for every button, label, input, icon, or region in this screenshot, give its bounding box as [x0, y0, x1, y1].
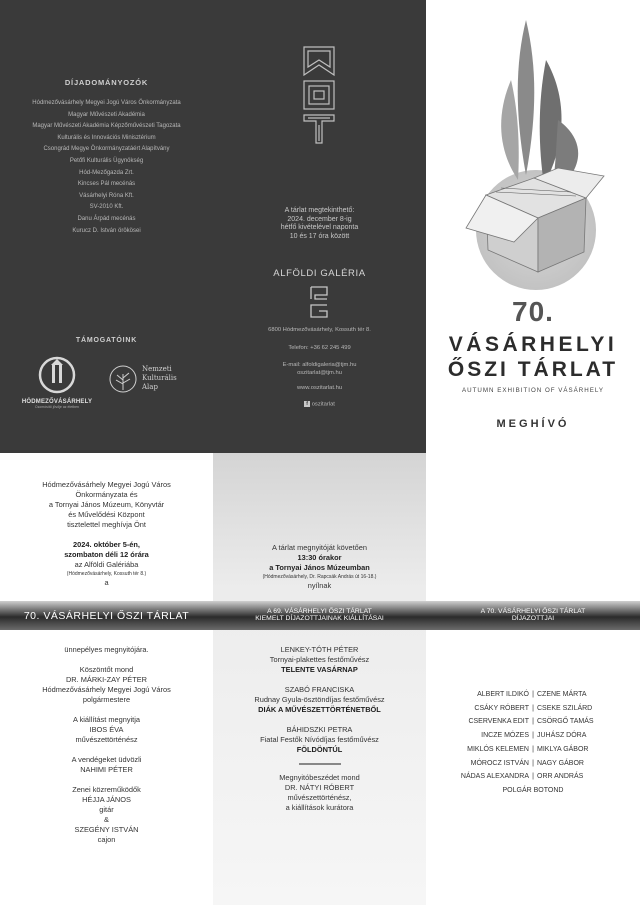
greeting-role: Hódmezővásárhely Megyei Jogú Város: [42, 685, 171, 694]
second-opening-address: (Hódmezővásárhely, Dr. Rapcsák András út 16-18.): [262, 574, 377, 580]
band-middle-line1: A 69. VÁSÁRHELYI ŐSZI TÁRLAT: [267, 608, 372, 615]
band-left-title: 70. VÁSÁRHELYI ŐSZI TÁRLAT: [23, 610, 190, 622]
featured-exhibit: TELENTE VASÁRNAP: [281, 665, 358, 674]
winner-row: ALBERT ILDIKÓ | CZENE MÁRTA: [426, 688, 640, 702]
invite-line: a Tornyai János Múzeum, Könyvtár: [48, 500, 165, 509]
winner-name-left: ALBERT ILDIKÓ: [477, 691, 529, 698]
music-amp: &: [104, 815, 109, 824]
facebook-handle[interactable]: oszitarlat: [311, 401, 335, 408]
gallery-address: 6800 Hódmezővásárhely, Kossuth tér 8.: [268, 327, 371, 333]
sponsors-list: [0, 98, 213, 237]
winner-row: INCZE MÓZES | JUHÁSZ DÓRA: [426, 729, 640, 743]
winner-name-right: ORR ANDRÁS: [537, 773, 584, 781]
second-opening-time: 13:30 órakor: [297, 553, 342, 562]
opener-name: IBOS ÉVA: [89, 725, 124, 734]
band-right-line2: DÍJAZOTTJAI: [511, 615, 555, 622]
invite-date: 2024. október 5-én,: [73, 540, 140, 549]
nka-text: [142, 365, 177, 392]
winner-name-right: NAGY GÁBOR: [537, 759, 584, 767]
featured-award: Tornyai-plakettes festőművész: [269, 655, 370, 664]
gallery-name: ALFÖLDI GALÉRIA: [273, 268, 366, 279]
music-name: SZEGÉNY ISTVÁN: [74, 825, 139, 834]
greeting-role: polgármestere: [82, 695, 131, 704]
sponsor-item: Csongrád Megye Önkormányzatáért Alapítvány: [43, 146, 170, 153]
gallery-logo-icon: [309, 285, 329, 319]
greeting-label: Köszöntőt mond: [79, 665, 134, 674]
welcome-label: A vendégeket üdvözli: [71, 755, 142, 764]
nka-tree-icon: [108, 364, 138, 394]
sponsor-item: Kulturális és Innovációs Minisztérium: [57, 134, 156, 141]
visiting-line: hétfő kivételével naponta: [280, 224, 359, 231]
city-logo-sub: Csomósítő jövője az életben: [35, 405, 79, 409]
facebook-link[interactable]: [213, 401, 426, 408]
music-name: HÉJJA JÁNOS: [82, 795, 131, 804]
invite-continuation: ünnepélyes megnyitójára.: [64, 645, 149, 654]
sponsor-item: Kurucz D. István örökösei: [72, 227, 141, 234]
sponsors-panel: [0, 0, 213, 453]
nka-line: Alap: [142, 383, 158, 391]
gallery-panel: [213, 0, 426, 453]
featured-opening-name: DR. NÁTYI RÓBERT: [284, 783, 355, 792]
band-left: [0, 601, 213, 630]
gallery-phone: Telefon: +36 62 245 499: [288, 345, 351, 351]
invite-line: tisztelettel meghívja Önt: [67, 520, 146, 529]
winner-name-right: JUHÁSZ DÓRA: [537, 732, 587, 740]
sponsor-item: SV-2010 Kft.: [89, 204, 124, 211]
city-logo-text: HÓDMEZŐVÁSÁRHELY: [21, 399, 93, 405]
featured-name: BÁHIDSZKI PETRA: [286, 725, 353, 734]
sponsor-item: Hódmezővásárhely Megyei Jogú Város Önkormányzata: [32, 100, 181, 106]
invitation-text: [0, 480, 213, 588]
welcome-name: NAHIMI PÉTER: [80, 765, 133, 774]
winners-list: [426, 688, 640, 798]
winners-panel: [426, 453, 640, 905]
winner-row: CSERVENKA EDIT | CSÖRGŐ TAMÁS: [426, 715, 640, 729]
winner-name-right: CSÖRGŐ TAMÁS: [537, 718, 594, 726]
cover-title-line1: VÁSÁRHELYI: [448, 333, 618, 356]
featured-opening-label: Megnyitóbeszédet mond: [279, 773, 360, 782]
invitation-program: [0, 645, 213, 845]
featured-name: LENKEY-TÓTH PÉTER: [280, 645, 359, 654]
sponsor-item: Danu Árpád mecénás: [77, 215, 136, 222]
opener-role: művészettörténész: [75, 735, 138, 744]
gallery-website[interactable]: www.oszitarlat.hu: [296, 385, 343, 391]
winner-name-left: NÁDAS ALEXANDRA: [460, 773, 529, 781]
sponsor-item: Petőfi Kulturális Ügynökség: [69, 157, 144, 164]
cover-invite: MEGHÍVÓ: [496, 418, 570, 430]
band-right-line1: A 70. VÁSÁRHELYI ŐSZI TÁRLAT: [480, 608, 586, 615]
visiting-line: A tárlat megtekinthető:: [284, 207, 355, 214]
nka-line: Nemzeti: [142, 365, 172, 373]
second-opening-line: A tárlat megnyitóját követően: [272, 543, 367, 552]
music-label: Zenei közreműködők: [72, 785, 141, 794]
artwork-illustration: [426, 0, 640, 300]
winner-name-right: CZENE MÁRTA: [537, 691, 587, 698]
winner-row: NÁDAS ALEXANDRA | ORR ANDRÁS: [426, 770, 640, 784]
cover-title-line2: ŐSZI TÁRLAT: [447, 358, 619, 381]
nka-logo: [108, 362, 198, 398]
cover-number: 70.: [512, 296, 554, 327]
divider: [299, 763, 341, 765]
invite-line: Hódmezővásárhely Megyei Jogú Város: [42, 480, 171, 489]
email-line[interactable]: oszitarlat@tjm.hu: [297, 370, 342, 376]
featured-award: Rudnay Gyula-ösztöndíjas festőművész: [254, 695, 385, 704]
featured-item: [213, 645, 426, 675]
winner-row: CSÁKY RÓBERT | CSEKE SZILÁRD: [426, 702, 640, 716]
gallery-email: [213, 361, 426, 377]
facebook-icon: f: [304, 401, 310, 407]
winner-row: MÓROCZ ISTVÁN | NAGY GÁBOR: [426, 757, 640, 771]
invite-venue-address: (Hódmezővásárhely, Kossuth tér 8.): [66, 571, 147, 577]
featured-exhibit: FÖLDÖNTÚL: [296, 745, 343, 754]
band-middle: [213, 601, 426, 630]
winner-name-left: MÓROCZ ISTVÁN: [470, 759, 529, 767]
featured-exhibit: DIÁK A MŰVÉSZETTÖRTÉNETBŐL: [258, 705, 381, 714]
nka-line: Kulturális: [142, 374, 177, 382]
city-crest-icon: [18, 356, 96, 394]
city-logo: [18, 356, 96, 412]
invite-line: és Művelődési Központ: [68, 510, 145, 519]
featured-award: Fiatal Festők Nívódíjas festőművész: [260, 735, 379, 744]
greeting-name: DR. MÁRKI-ZAY PÉTER: [65, 675, 148, 684]
invite-venue: az Alföldi Galériába: [74, 560, 139, 569]
sponsor-item: Hód-Mezőgazda Zrt.: [79, 169, 134, 176]
invite-a: a: [104, 578, 109, 587]
featured-item: [213, 725, 426, 755]
email-line[interactable]: E-mail: alfoldigaleria@tjm.hu: [282, 362, 357, 368]
visiting-hours: [213, 207, 426, 241]
winner-name-right: CSEKE SZILÁRD: [537, 704, 593, 712]
winner-row: MIKLÓS KELEMEN | MIKLYA GÁBOR: [426, 743, 640, 757]
sponsor-item: Magyar Művészeti Akadémia: [68, 111, 145, 118]
cover-panel: [426, 0, 640, 453]
cover-subtitle: AUTUMN EXHIBITION OF VÁSÁRHELY: [462, 387, 604, 394]
visiting-line: 2024. december 8-ig: [287, 215, 352, 223]
winner-name-left: CSERVENKA EDIT: [468, 718, 529, 726]
band-middle-line2: KIEMELT DÍJAZOTTJAINAK KIÁLLÍTÁSAI: [255, 615, 384, 622]
visiting-line: 10 és 17 óra között: [289, 232, 350, 240]
winner-name-right: MIKLYA GÁBOR: [537, 745, 589, 753]
sponsor-item: Kincses Pál mecénás: [77, 181, 136, 188]
opener-label: A kiállítást megnyitja: [73, 715, 140, 724]
featured-opening-role: a kiállítások kurátora: [285, 803, 354, 812]
featured-item: [213, 685, 426, 715]
sponsor-item: Magyar Művészeti Akadémia Képzőművészeti Tagozata: [32, 123, 181, 130]
second-opening: [213, 543, 426, 591]
band-right: [426, 601, 640, 630]
featured-list: [213, 645, 426, 813]
invite-date: szombaton déli 12 órára: [64, 550, 149, 559]
supporters-heading: TÁMOGATÓINK: [75, 337, 138, 344]
featured-name: SZABÓ FRANCISKA: [284, 685, 355, 694]
sponsor-item: Vásárhelyi Róna Kft.: [79, 192, 134, 199]
winner-name-left: MIKLÓS KELEMEN: [467, 745, 529, 753]
second-opening-venue: a Tornyai János Múzeumban: [269, 563, 370, 572]
invite-line: Önkormányzata és: [75, 490, 138, 499]
winner-name-left: CSÁKY RÓBERT: [474, 704, 529, 712]
second-opening-tail: nyílnak: [307, 581, 332, 590]
winner-last: POLGÁR BOTOND: [502, 786, 564, 794]
exhibition-emblem-icon: [302, 45, 336, 145]
featured-opening-role: művészettörténész,: [287, 793, 352, 802]
music-instrument: gitár: [99, 805, 114, 814]
music-instrument: cajon: [97, 835, 116, 844]
sponsors-heading: DÍJADOMÁNYOZÓK: [64, 78, 149, 87]
winner-name-left: INCZE MÓZES: [481, 732, 529, 740]
